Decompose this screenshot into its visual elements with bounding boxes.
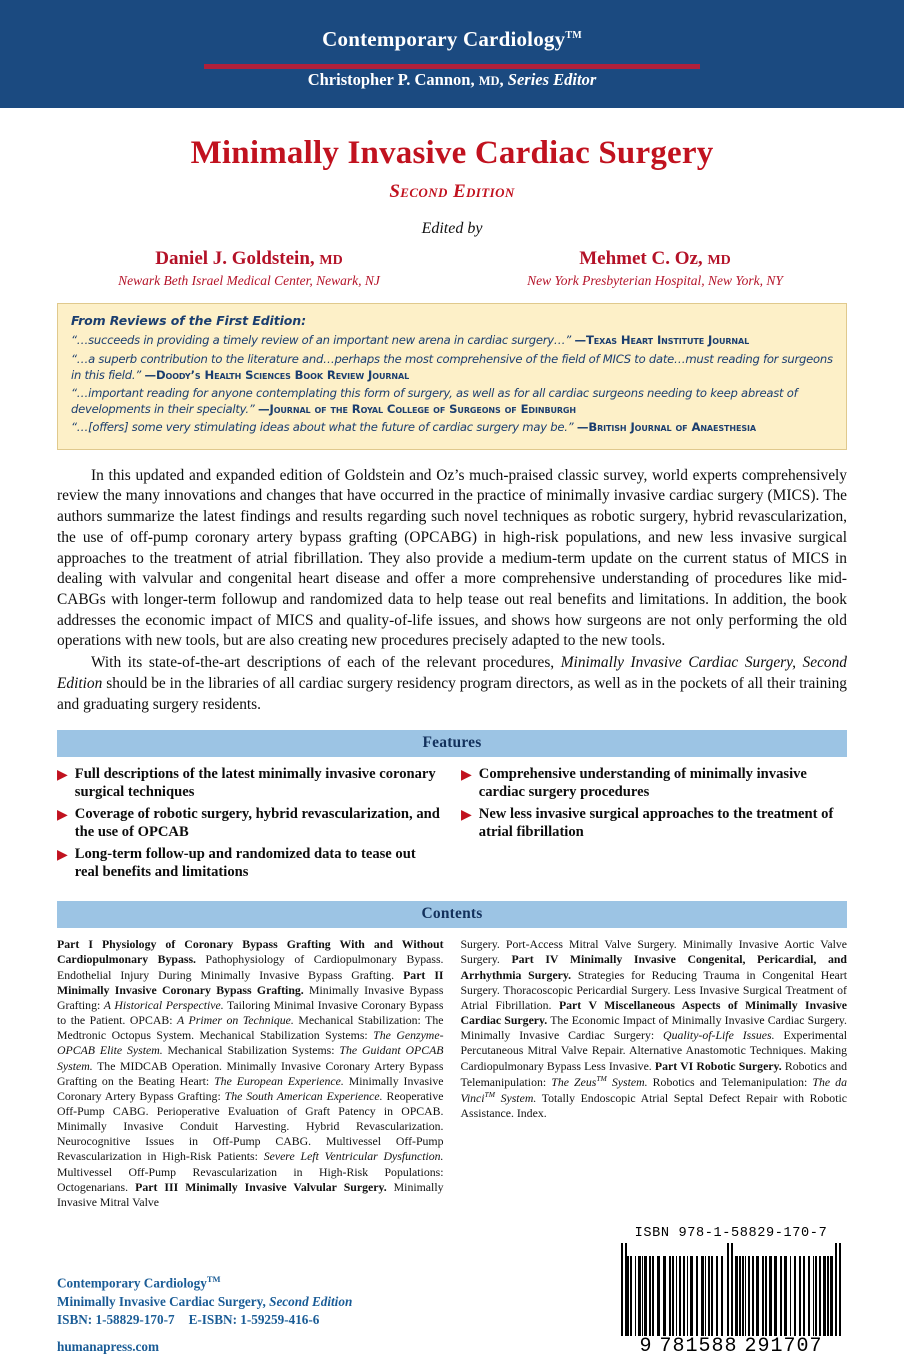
contents-text: Minimally Invasive Mitral Valve — [57, 1179, 444, 1209]
contents-right-column — [461, 937, 848, 1210]
series-banner — [0, 0, 904, 108]
publisher-url[interactable]: humanapress.com — [57, 1338, 159, 1354]
reviews-box — [57, 303, 847, 449]
editor-name-text: Daniel J. Goldstein, — [155, 247, 315, 269]
editor-name — [452, 248, 858, 270]
review-source: —Journal of the Royal College of Surgeons of Edinburgh — [258, 401, 576, 416]
features-right-column — [461, 766, 847, 886]
footer-row — [57, 1226, 847, 1358]
footer-series-text: Contemporary Cardiology — [57, 1275, 207, 1291]
reviews-heading: From Reviews of the First Edition: — [71, 313, 306, 329]
feature-item — [57, 766, 443, 801]
series-title — [0, 29, 904, 50]
review-quote: “…a superb contribution to the literature and…perhaps the most comprehensive of the field of MICS to date…must reading for surgeons in this field.” — [71, 352, 833, 382]
isbn-label: ISBN: 1-58829-170-7 — [57, 1312, 175, 1328]
barcode-digit-left: 9 — [639, 1335, 653, 1359]
contents-text: Mechanical Stabilization Systems: — [162, 1043, 340, 1058]
contents-part-heading: Part IV Minimally Invasive Congenital, Pericardial, and Arrhythmia Surgery. — [460, 952, 847, 982]
ean13-barcode — [621, 1243, 841, 1336]
triangle-bullet-icon: ▶ — [57, 848, 68, 864]
series-editor-name: Christopher P. Cannon, — [307, 70, 475, 89]
contents-text: Pathophysiology of Cardiopulmonary Bypass. Endothelial Injury During Minimally Invasive Bypass Grafting. — [57, 952, 444, 982]
series-editor-degree: MD — [478, 74, 500, 88]
contents-text: The Economic Impact of Minimally Invasive Cardiac Surgery. Minimally Invasive Cardiac Surgery: — [460, 1013, 847, 1043]
contents-subtitle: A Primer on Technique. — [177, 1013, 294, 1028]
contents-text: Robotics and Telemanipulation: — [460, 1058, 847, 1089]
review-source: —Doody’s Health Sciences Book Review Journal — [144, 367, 410, 382]
contents-subtitle: System. — [494, 1090, 537, 1105]
edited-by-label: Edited by — [421, 219, 483, 237]
editors-row — [0, 248, 904, 290]
publisher-info — [57, 1274, 352, 1358]
review-quote: “…important reading for anyone contemplating this form of surgery, as well as for all cardiac surgeons needing to keep abreast of developments in their specialty.” — [71, 386, 798, 416]
features-left-column — [57, 766, 443, 886]
contents-part-heading: Part VI Robotic Surgery. — [654, 1058, 782, 1073]
review-item — [71, 386, 833, 417]
editor-entry — [452, 248, 858, 290]
footer-book-title: Minimally Invasive Cardiac Surgery, — [57, 1293, 270, 1309]
contents-part-heading: Part II Minimally Invasive Coronary Bypass Grafting. — [57, 967, 444, 997]
book-description — [57, 466, 847, 716]
review-item — [71, 352, 833, 383]
editor-affiliation: New York Presbyterian Hospital, New York, NY — [527, 273, 783, 289]
footer-book-line — [57, 1293, 352, 1311]
review-item — [71, 420, 833, 436]
edition-label: Second Edition — [389, 180, 515, 202]
footer-book-edition: Second Edition — [269, 1293, 353, 1309]
contents-subtitle: The European Experience. — [214, 1073, 344, 1088]
desc-p2-lead: With its state-of-the-art descriptions of each of the relevant procedures, — [91, 654, 561, 672]
barcode-digit-group-2: 291707 — [744, 1335, 823, 1359]
feature-text: New less invasive surgical approaches to the treatment of atrial fibrillation — [478, 806, 834, 840]
contents-subtitle: System. — [606, 1074, 648, 1089]
feature-item — [461, 806, 847, 841]
title-block — [0, 108, 904, 289]
footer-series-line — [57, 1274, 352, 1293]
barcode-block — [621, 1226, 847, 1358]
contents-subtitle: A Historical Perspective. — [103, 997, 224, 1012]
contents-section-header: Contents — [57, 901, 847, 928]
contents-subtitle: The Zeus — [551, 1074, 597, 1089]
trademark-symbol: TM — [565, 30, 582, 41]
contents-subtitle: Quality-of-Life Issues. — [663, 1028, 775, 1043]
feature-item — [57, 846, 443, 881]
editor-entry — [46, 248, 452, 290]
barcode-digit-group-1: 781588 — [659, 1335, 738, 1359]
review-quote: “…[offers] some very stimulating ideas about what the future of cardiac surgery may be.” — [71, 420, 574, 435]
footer-isbn-line — [57, 1311, 352, 1329]
desc-p2-title: Minimally Invasive Cardiac Surgery, Second Edition — [57, 654, 847, 692]
contents-subtitle: The da Vinci — [460, 1074, 847, 1105]
series-title-text: Contemporary Cardiology — [322, 27, 566, 51]
contents-text: The MIDCAB Operation. Minimally Invasive Coronary Artery Bypass Grafting on the Beating Heart: — [57, 1058, 444, 1088]
feature-text: Coverage of robotic surgery, hybrid revascularization, and the use of OPCAB — [74, 806, 440, 840]
triangle-bullet-icon: ▶ — [57, 768, 68, 784]
eisbn-label: E-ISBN: 1-59259-416-6 — [188, 1312, 320, 1328]
barcode-isbn-text: ISBN 978-1-58829-170-7 — [634, 1226, 828, 1242]
trademark-symbol: TM — [206, 1273, 221, 1284]
contents-part-heading: Part I Physiology of Coronary Bypass Grafting With and Without Cardiopulmonary Bypass. — [57, 937, 444, 967]
contents-subtitle: The Genzyme-OPCAB Elite System. — [57, 1028, 444, 1058]
barcode-digits — [621, 1335, 841, 1358]
contents-text: Experimental Percutaneous Mitral Valve Repair. Alternative Anastomotic Techniques. Making Cardiopulmonary Bypass Less Invasive. — [460, 1028, 847, 1073]
contents-text: Minimally Invasive Coronary Artery Bypass Grafting: — [57, 1073, 444, 1103]
editor-affiliation: Newark Beth Israel Medical Center, Newark, NJ — [118, 273, 380, 289]
features-list — [57, 766, 847, 886]
description-paragraph-2 — [57, 653, 847, 715]
desc-p2-tail: should be in the libraries of all cardiac surgery residency program directors, as well as in the pockets of all their training and graduating surgery residents. — [57, 674, 847, 713]
editor-name — [46, 248, 452, 270]
contents-subtitle: The Guidant OPCAB System. — [57, 1043, 444, 1073]
trademark-symbol: TM — [596, 1073, 607, 1083]
editor-degree: MD — [319, 252, 343, 268]
triangle-bullet-icon: ▶ — [57, 808, 68, 824]
editor-name-text: Mehmet C. Oz, — [579, 247, 703, 269]
contents-list — [57, 937, 847, 1210]
feature-text: Long-term follow-up and randomized data to tease out real benefits and limitations — [74, 846, 416, 880]
contents-text: Reoperative Off-Pump CABG. Perioperative Evaluation of Graft Patency in OPCAB. Minimally Invasive Conduit Harvesting. Hybrid Revascularization. Neurocognitive Issues in Off-Pump CABG. Multivessel Off-Pump Revascularization in High-Risk Patients: — [57, 1088, 444, 1164]
trademark-symbol: TM — [484, 1089, 495, 1099]
contents-left-column — [57, 937, 444, 1210]
contents-text: Strategies for Reducing Trauma in Congenital Heart Surgery. Thoracoscopic Pericardial Surgery. Less Invasive Surgical Treatment of Atrial Fibrillation. — [460, 967, 847, 1012]
triangle-bullet-icon: ▶ — [461, 768, 472, 784]
series-editor-role: Series Editor — [507, 70, 597, 89]
contents-subtitle: Severe Left Ventricular Dysfunction. — [263, 1149, 444, 1164]
contents-subtitle: The South American Experience. — [224, 1088, 383, 1103]
feature-item — [461, 766, 847, 801]
feature-text: Comprehensive understanding of minimally invasive cardiac surgery procedures — [478, 766, 807, 800]
review-quote: “…succeeds in providing a timely review of an important new arena in cardiac surgery…” — [71, 333, 572, 348]
banner-divider-rule — [204, 64, 700, 69]
contents-text: Mechanical Stabilization: The Medtronic Octopus System. Mechanical Stabilization Systems: — [57, 1013, 444, 1043]
contents-text: Tailoring Minimal Invasive Coronary Bypass to the Patient. OPCAB: — [57, 997, 444, 1028]
review-source: —British Journal of Anaesthesia — [576, 420, 756, 435]
description-paragraph-1: In this updated and expanded edition of Goldstein and Oz’s much-praised classic survey, world experts comprehensively review the many innovations and changes that have occurred in the practice of minimally invasive cardiac surgery (MICS). The authors summarize the latest findings and results regarding such novel techniques as robotic surgery, hybrid revascularization, the use of off-pump coronary artery bypass grafting (OPCABG) in high-risk populations, and new less invasive surgical approaches to the treatment of atrial fibrillation. They also provide a medium-term update on the current status of MICS in dealing with valvular and congenital heart disease and offer a more comprehensive understanding of procedures like mid-CABGs with longer-term followup and randomized data to help tease out real benefits and limitations. In addition, the book addresses the economic impact of MICS and quality-of-life issues, and shows how surgeons are not only performing the old operations with new tools, but are also creating new procedures precisely adapted to the new tools. — [57, 466, 847, 650]
review-source: —Texas Heart Institute Journal — [574, 333, 750, 348]
review-item — [71, 333, 833, 349]
contents-part-heading: Part III Minimally Invasive Valvular Surgery. — [135, 1179, 387, 1194]
contents-text: Totally Endoscopic Atrial Septal Defect Repair with Robotic Assistance. Index. — [460, 1090, 847, 1120]
contents-text: Robotics and Telemanipulation: — [647, 1074, 813, 1089]
feature-text: Full descriptions of the latest minimally invasive coronary surgical techniques — [74, 766, 436, 800]
contents-text: Minimally Invasive Bypass Grafting: — [57, 982, 444, 1012]
feature-item — [57, 806, 443, 841]
series-editor-line: Christopher P. Cannon, MD, Series Editor — [307, 70, 597, 89]
contents-text: Multivessel Off-Pump Revascularization in High-Risk Populations: Octogenarians. — [57, 1164, 444, 1194]
contents-part-heading: Part V Miscellaneous Aspects of Minimally Invasive Cardiac Surgery. — [460, 997, 847, 1028]
editor-degree: MD — [707, 252, 731, 268]
features-section-header: Features — [57, 730, 847, 757]
contents-text: Surgery. Port-Access Mitral Valve Surgery. Minimally Invasive Aortic Valve Surgery. — [460, 937, 847, 967]
page-title: Minimally Invasive Cardiac Surgery — [190, 135, 714, 171]
triangle-bullet-icon: ▶ — [461, 808, 472, 824]
